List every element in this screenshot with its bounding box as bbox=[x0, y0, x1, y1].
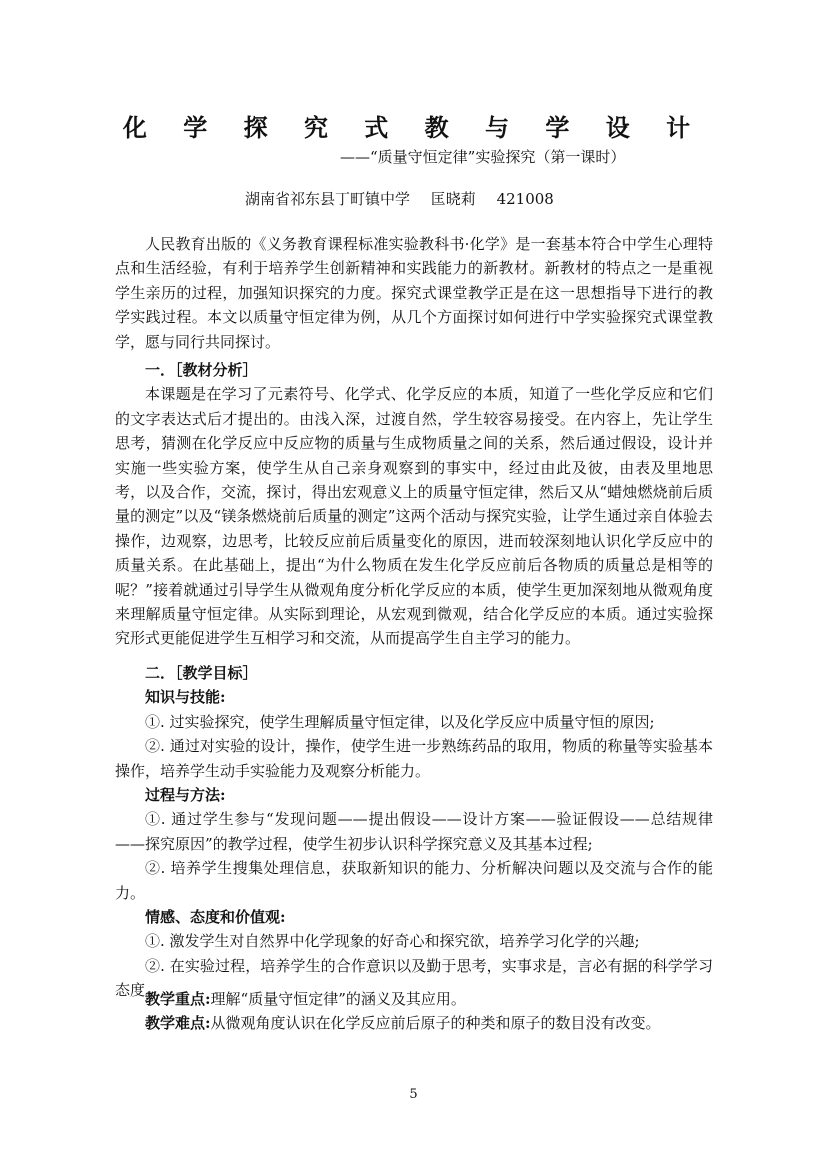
difficulty-text: 从微观角度认识在化学反应前后原子的种类和原子的数目没有改变。 bbox=[210, 1014, 661, 1033]
knowledge-item-2: ②. 通过对实验的设计，操作，使学生进一步熟练药品的取用，物质的称量等实验基本操作，培养学生动手实验能力及观察分析能力。 bbox=[115, 737, 713, 780]
process-item-2: ②. 培养学生搜集处理信息，获取新知识的能力、分析解决问题以及交流与合作的能力。 bbox=[115, 859, 713, 902]
process-label: 过程与方法: bbox=[145, 786, 226, 805]
attitude-item-2: ②. 在实验过程，培养学生的合作意识以及勤于思考，实事求是，言必有据的科学学习态度。 bbox=[115, 956, 713, 1000]
section-teaching-goals bbox=[115, 661, 713, 1003]
difficulty-line bbox=[115, 1011, 713, 1035]
section2-heading: 二．［教学目标］ bbox=[145, 664, 258, 682]
attitude-item-1: ①. 激发学生对自然界中化学现象的好奇心和探究欲，培养学习化学的兴趣; bbox=[145, 932, 640, 951]
author-name: 匡晓莉 bbox=[430, 190, 476, 208]
key-point-label: 教学重点: bbox=[145, 990, 211, 1008]
intro-block bbox=[115, 232, 713, 354]
author-code: 421008 bbox=[496, 190, 554, 208]
knowledge-label: 知识与技能: bbox=[145, 688, 226, 707]
key-point-text: 理解“质量守恒定律”的涵义及其应用。 bbox=[210, 990, 466, 1008]
attitude-label: 情感、态度和价值观: bbox=[145, 908, 286, 927]
document-title: 化 学 探 究 式 教 与 学 设 计 bbox=[122, 113, 705, 142]
key-point-line bbox=[115, 987, 713, 1011]
author-line bbox=[245, 188, 570, 209]
key-points-block bbox=[115, 987, 713, 1036]
section1-paragraph: 本课题是在学习了元素符号、化学式、化学反应的本质，知道了一些化学反应和它们的文字表达式后才提出的。由浅入深，过渡自然，学生较容易接受。在内容上，先让学生思考，猜测在化学反应中反应物的质量与生成物质量之间的关系，然后通过假设，设计并实施一些实验方案，使学生从自己亲身观察到的事实中，经过由此及彼，由表及里地思考，以及合作，交流，探讨，得出宏观意义上的质量守恒定律，然后又从“蜡烛燃烧前后质量的测定”以及“镁条燃烧前后质量的测定”这两个活动与探究实验，让学生通过亲自体验去操作，边观察，边思考，比较反应前后质量变化的原因，进而较深刻地认识化学反应中的质量关系。在此基础上，提出“为什么物质在发生化学反应前后各物质的质量总是相等的呢？”接着就通过引导学生从微观角度分析化学反应的本质，使学生更加深刻地从微观角度来理解质量守恒定律。从实际到理论，从宏观到微观，结合化学反应的本质。通过实验探究形式更能促进学生互相学习和交流，从而提高学生自主学习的能力。 bbox=[115, 385, 713, 648]
knowledge-item-1: ①. 过实验探究，使学生理解质量守恒定律，以及化学反应中质量守恒的原因; bbox=[145, 712, 655, 731]
page-number: 5 bbox=[409, 1087, 418, 1102]
section-textbook-analysis bbox=[115, 358, 713, 651]
intro-paragraph: 人民教育出版的《义务教育课程标准实验教科书·化学》是一套基本符合中学生心理特点和生活经验，有利于培养学生创新精神和实践能力的新教材。新教材的特点之一是重视学生亲历的过程，加强知识探究的力度。探究式课堂教学正是在这一思想指导下进行的教学实践过程。本文以质量守恒定律为例，从几个方面探讨如何进行中学实验探究式课堂教学，愿与同行共同探讨。 bbox=[115, 235, 713, 351]
difficulty-label: 教学难点: bbox=[145, 1014, 211, 1033]
document-subtitle: ——“质量守恒定律”实验探究（第一课时） bbox=[340, 148, 626, 166]
author-school: 湖南省祁东县丁町镇中学 bbox=[245, 190, 411, 208]
section1-heading: 一．［教材分析］ bbox=[145, 361, 258, 379]
process-item-1: ①. 通过学生参与“发现问题——提出假设——设计方案——验证假设——总结规律——探究原因”的教学过程，使学生初步认识科学探究意义及其基本过程; bbox=[115, 810, 713, 853]
